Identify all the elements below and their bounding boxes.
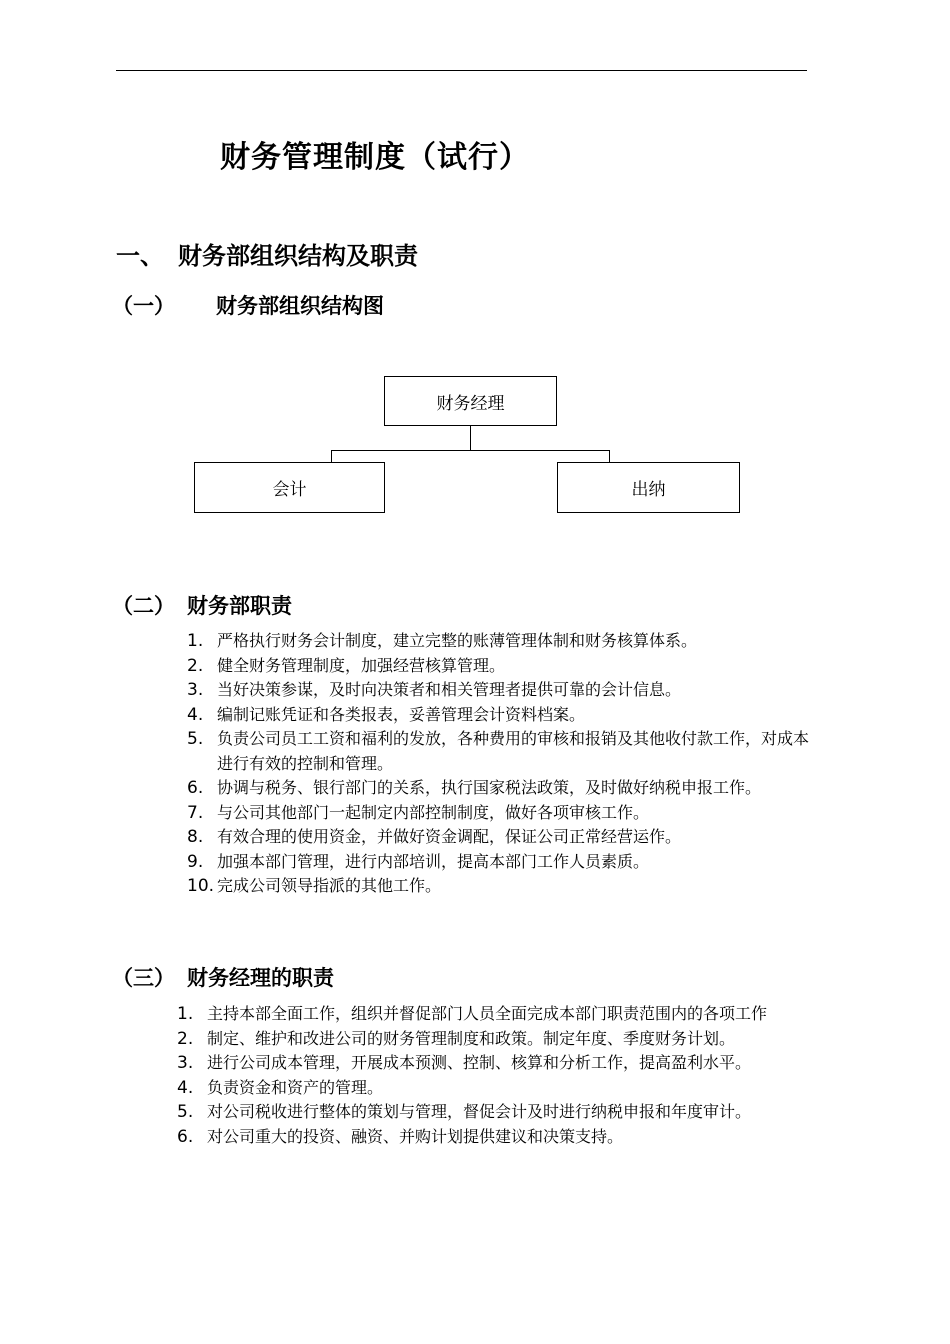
list-item-number: 2. (187, 655, 204, 676)
list-item-number: 4. (187, 704, 204, 725)
department-duties-list (187, 629, 809, 899)
list-item-number: 4. (177, 1077, 194, 1098)
subsection-3-heading (112, 962, 334, 992)
org-chart (0, 0, 950, 560)
list-item (177, 1076, 853, 1101)
list-item-number: 3. (177, 1053, 194, 1073)
list-item-number: 6. (177, 1126, 194, 1147)
list-item-text: 当好决策参谋，及时向决策者和相关管理者提供可靠的会计信息。 (217, 680, 682, 699)
org-connector-horizontal (331, 450, 610, 451)
list-item-number: 1. (187, 631, 204, 651)
subsection-2-heading (112, 590, 292, 620)
manager-duties-list (177, 1002, 853, 1149)
list-item (177, 1051, 853, 1076)
list-item-text: 有效合理的使用资金，并做好资金调配，保证公司正常经营运作。 (217, 827, 682, 846)
list-item-number: 2. (177, 1028, 194, 1049)
list-item-text: 对公司税收进行整体的策划与管理，督促会计及时进行纳税申报和年度审计。 (207, 1102, 752, 1121)
list-item-text: 协调与税务、银行部门的关系，执行国家税法政策，及时做好纳税申报工作。 (217, 778, 762, 797)
list-item-text: 负责公司员工工资和福利的发放，各种费用的审核和报销及其他收付款工作，对成本进行有效的控制和管理。 (217, 729, 810, 773)
org-connector-right (609, 450, 610, 463)
list-item (187, 727, 809, 776)
list-item (187, 629, 809, 654)
subsection-3-title: 财务经理的职责 (187, 966, 334, 990)
list-item (187, 654, 809, 679)
list-item-number: 7. (187, 802, 204, 823)
list-item-text: 负责资金和资产的管理。 (207, 1077, 384, 1097)
subsection-2-number: （二） (112, 594, 175, 618)
list-item-text: 编制记账凭证和各类报表，妥善管理会计资料档案。 (217, 704, 586, 724)
org-box-cashier: 出纳 (557, 462, 740, 513)
org-box-manager: 财务经理 (384, 376, 557, 426)
section-1-heading (116, 236, 418, 271)
section-1-number: 一、 (116, 242, 164, 270)
list-item (177, 1027, 853, 1052)
list-item-text: 完成公司领导指派的其他工作。 (217, 876, 442, 895)
list-item-number: 9. (187, 851, 204, 872)
list-item (187, 801, 809, 826)
document-title: 财务管理制度（试行） (220, 140, 530, 175)
org-connector-left (331, 450, 332, 463)
section-1-title: 财务部组织结构及职责 (178, 242, 418, 270)
list-item (177, 1002, 853, 1027)
list-item-number: 5. (187, 729, 204, 749)
list-item-number: 3. (187, 680, 204, 700)
list-item-text: 健全财务管理制度，加强经营核算管理。 (217, 655, 506, 675)
header-rule (116, 70, 807, 71)
list-item-number: 8. (187, 827, 204, 847)
list-item (187, 678, 809, 703)
list-item (177, 1100, 853, 1125)
list-item-number: 10. (187, 876, 215, 896)
org-box-accountant: 会计 (194, 462, 385, 513)
list-item-text: 对公司重大的投资、融资、并购计划提供建议和决策支持。 (207, 1126, 624, 1146)
list-item (187, 703, 809, 728)
list-item (187, 850, 809, 875)
list-item-text: 制定、维护和改进公司的财务管理制度和政策。制定年度、季度财务计划。 (207, 1028, 736, 1048)
subsection-2-title: 财务部职责 (187, 594, 292, 618)
list-item-number: 6. (187, 778, 204, 798)
list-item (187, 776, 809, 801)
list-item-text: 严格执行财务会计制度，建立完整的账薄管理体制和财务核算体系。 (217, 631, 698, 650)
org-connector-vertical (470, 426, 471, 451)
list-item-text: 加强本部门管理，进行内部培训，提高本部门工作人员素质。 (217, 851, 650, 871)
list-item-text: 与公司其他部门一起制定内部控制制度，做好各项审核工作。 (217, 802, 650, 822)
list-item-text: 进行公司成本管理，开展成本预测、控制、核算和分析工作，提高盈利水平。 (207, 1053, 752, 1072)
list-item (187, 825, 809, 850)
list-item (187, 874, 809, 899)
list-item-number: 1. (177, 1004, 194, 1024)
subsection-3-number: （三） (112, 966, 175, 990)
subsection-1-title: 财务部组织结构图 (216, 294, 384, 318)
subsection-1-number: （一） (112, 294, 175, 318)
list-item (177, 1125, 853, 1150)
list-item-number: 5. (177, 1102, 194, 1122)
subsection-1-heading (112, 290, 384, 320)
list-item-text: 主持本部全面工作，组织并督促部门人员全面完成本部门职责范围内的各项工作 (207, 1004, 768, 1023)
